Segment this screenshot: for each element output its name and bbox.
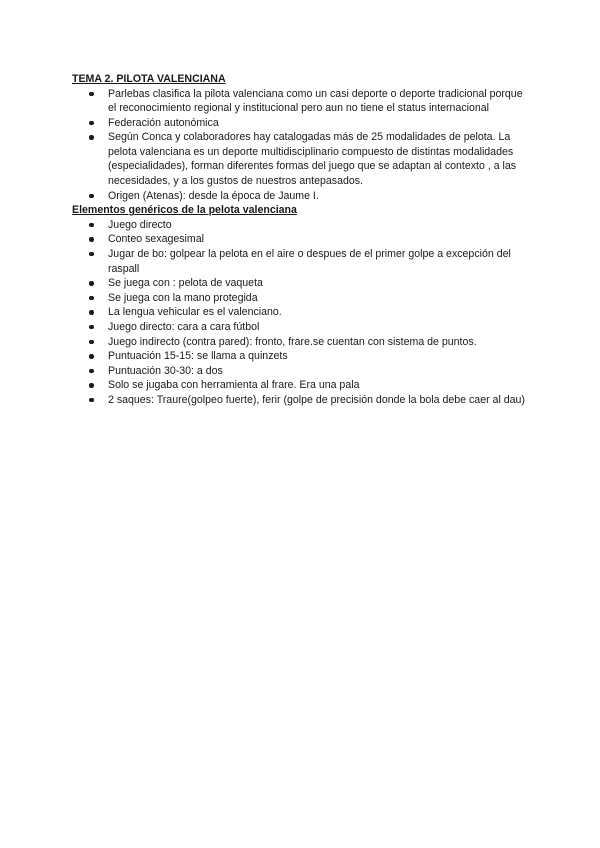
list-item-text: Parlebas clasifica la pilota valenciana como un casi deporte o deporte tradicional porque el reconocimiento regional y institucional pero aun no tiene el status internacional (108, 87, 523, 115)
list-item (72, 130, 528, 188)
list-item-text: Juego indirecto (contra pared): fronto, frare.se cuentan con sistema de puntos. (108, 335, 477, 348)
list-item (72, 218, 528, 233)
section-heading-tema-2: TEMA 2. PILOTA VALENCIANA (72, 73, 226, 85)
bullet-icon (89, 325, 94, 330)
bullet-icon (89, 369, 94, 374)
bullet-icon (89, 121, 94, 126)
list-item-text: Se juega con la mano protegida (108, 291, 258, 304)
list-item-text: Puntuación 30-30: a dos (108, 364, 223, 377)
bullet-icon (89, 223, 94, 228)
list-item-text: La lengua vehicular es el valenciano. (108, 306, 282, 319)
bullet-icon (89, 296, 94, 301)
list-item-text: 2 saques: Traure(golpeo fuerte), ferir (golpe de precisión donde la bola debe caer al dau) (108, 393, 525, 406)
list-item-text: Federación autonómica (108, 116, 219, 129)
bullet-icon (89, 194, 94, 199)
bullet-icon (89, 354, 94, 359)
bullet-icon (89, 135, 94, 140)
list-item-text: Según Conca y colaboradores hay catalogadas más de 25 modalidades de pelota. La pelota valenciana es un deporte multidisciplinario compuesto de distintas modalidades (especialidades), forman diferentes formas del juego que se adaptan al contexto , a las necesidades, y a los gustos de nuestros antepasados. (108, 131, 517, 188)
list-item (72, 305, 528, 320)
bullet-icon (89, 383, 94, 388)
list-item (72, 189, 528, 204)
bullet-icon (89, 237, 94, 242)
list-item-text: Juego directo (108, 218, 172, 231)
section-1-list (72, 87, 528, 204)
list-item (72, 276, 528, 291)
document-content (72, 72, 528, 407)
list-item (72, 364, 528, 379)
list-item (72, 291, 528, 306)
bullet-icon (89, 310, 94, 315)
bullet-icon (89, 398, 94, 403)
list-item (72, 247, 528, 276)
list-item-text: Se juega con : pelota de vaqueta (108, 277, 263, 290)
list-item (72, 335, 528, 350)
list-item (72, 378, 528, 393)
list-item-text: Conteo sexagesimal (108, 233, 204, 246)
list-item-text: Juego directo: cara a cara fútbol (108, 320, 260, 333)
bullet-icon (89, 281, 94, 286)
bullet-icon (89, 252, 94, 257)
list-item (72, 87, 528, 116)
list-item (72, 349, 528, 364)
bullet-icon (89, 340, 94, 345)
list-item-text: Puntuación 15-15: se llama a quinzets (108, 350, 288, 363)
list-item (72, 393, 528, 408)
list-item (72, 116, 528, 131)
list-item-text: Solo se jugaba con herramienta al frare. Era una pala (108, 379, 360, 392)
list-item (72, 232, 528, 247)
list-item-text: Origen (Atenas): desde la época de Jaume I. (108, 189, 319, 202)
bullet-icon (89, 92, 94, 97)
section-2-list (72, 218, 528, 408)
list-item (72, 320, 528, 335)
list-item-text: Jugar de bo: golpear la pelota en el aire o despues de el primer golpe a excepción del raspall (108, 247, 511, 275)
section-heading-elementos: Elementos genéricos de la pelota valenciana (72, 204, 297, 217)
